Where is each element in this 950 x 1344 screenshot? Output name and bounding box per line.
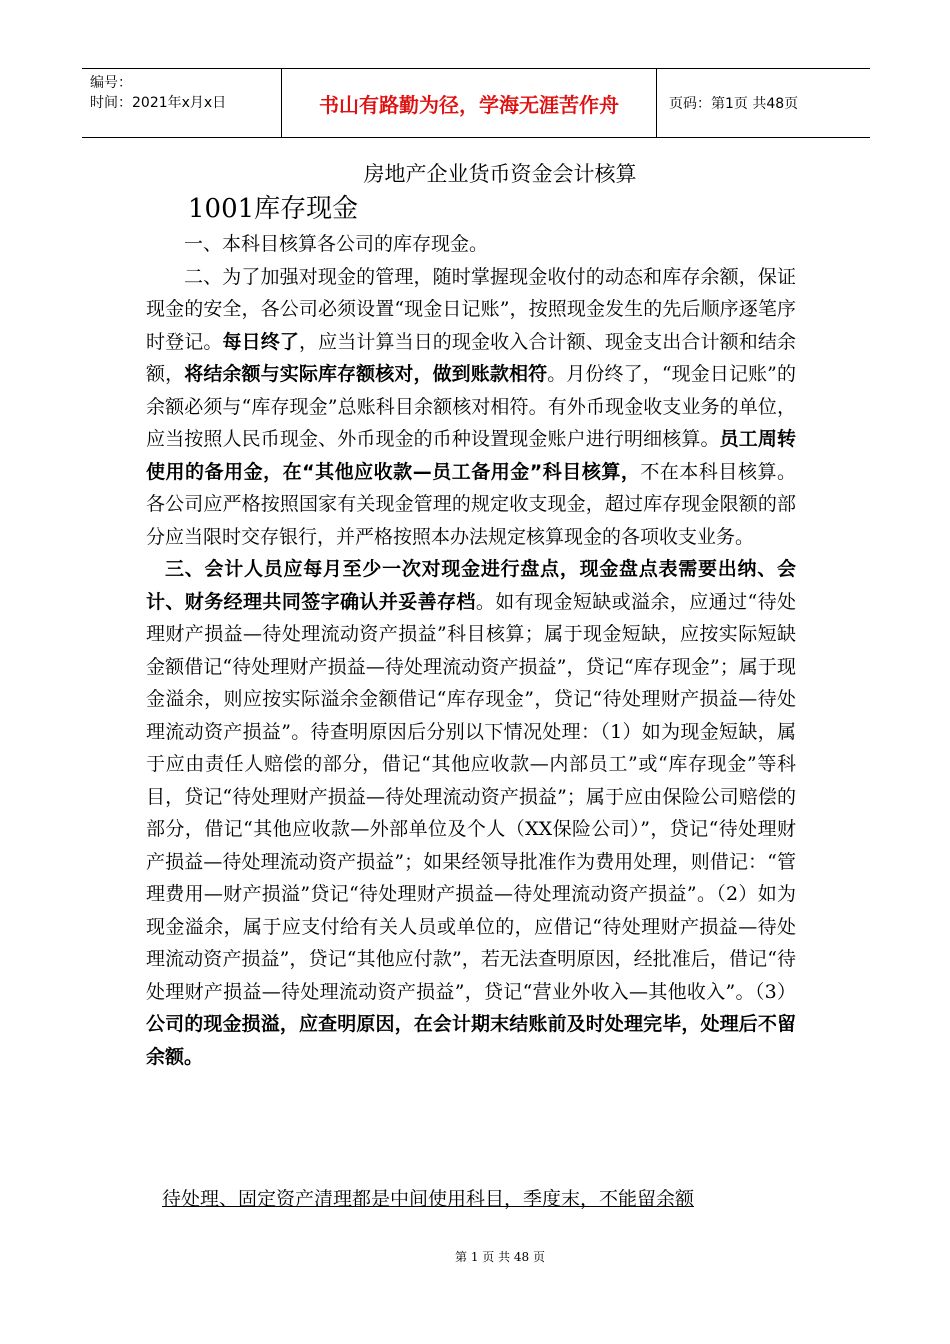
p3-bold-settle: 公司的现金损溢，应查明原因，在会计期末结账前及时处理完毕，处理后不留余额。 bbox=[146, 1013, 796, 1068]
time-label: 时间：2021年x月x日 bbox=[90, 95, 227, 111]
document-body bbox=[146, 228, 796, 1073]
p2-text-c: ，应当计算当日的现金收入合计额、现金支出合计额和结余额， bbox=[146, 330, 796, 385]
p3-bold-count: 三、会计人员应每月至少一次对现金进行盘点，现金盘点表需要出纳、会计、财务经理共同签字确认并妥善存档 bbox=[146, 558, 796, 613]
section-heading: 1001库存现金 bbox=[188, 194, 359, 224]
p2-text-a: 二、为了加强对现金的管理，随时掌握现金收付的动态和库存余额，保证现金的安全，各公司必须设置“现金日记账”，按照现金发生的先后顺序逐笔序时登记。 bbox=[146, 265, 796, 353]
p2-bold-daily-close: 每日终了 bbox=[222, 330, 299, 353]
paragraph-2 bbox=[146, 261, 796, 554]
p2-bold-reconcile: 将结余额与实际库存额核对，做到账款相符 bbox=[184, 363, 548, 385]
page-footer: 第 1 页 共 48 页 bbox=[455, 1250, 545, 1264]
p2-text-g: 不在本科目核算。各公司应严格按照国家有关现金管理的规定收支现金，超过库存现金限额的部分应当限时交存银行，并严格按照本办法规定核算现金的各项收支业务。 bbox=[146, 460, 796, 548]
underlined-note: 待处理、固定资产清理都是中间使用科目，季度末，不能留余额 bbox=[162, 1188, 695, 1210]
p3-text-b: 。如有现金短缺或溢余，应通过“待处理财产损益—待处理流动资产损益”科目核算；属于现金短缺，应按实际短缺金额借记“待处理财产损益—待处理流动资产损益”，贷记“库存现金”；属于现金溢余，则应按实际溢余金额借记“库存现金”，贷记“待处理财产损益—待处理流动资产损益”。待查明原因后分别以下情况处理：（1）如为现金短缺，属于应由责任人赔偿的部分，借记“其他应收款—内部员工”或“库存现金”等科目，贷记“待处理财产损益—待处理流动资产损益”；属于应由保险公司赔偿的部分，借记“其他应收款—外部单位及个人（XX保险公司）”，贷记“待处理财产损益—待处理流动资产损益”；如果经领导批准作为费用处理，则借记：“管理费用—财产损溢”贷记“待处理财产损益—待处理流动资产损益”。（2）如为现金溢余，属于应支付给有关人员或单位的，应借记“待处理财产损益—待处理流动资产损益”，贷记“其他应付款”，若无法查明原因，经批准后，借记“待处理财产损益—待处理流动资产损益”，贷记“营业外收入—其他收入”。（3） bbox=[146, 590, 796, 1003]
page-header bbox=[82, 68, 870, 138]
paragraph-3 bbox=[146, 553, 796, 1073]
header-meta bbox=[82, 69, 282, 137]
code-label: 编号： bbox=[90, 75, 132, 91]
document-title: 房地产企业货币资金会计核算 bbox=[363, 162, 637, 186]
p2-text-e: 。月份终了，“现金日记账”的余额必须与“库存现金”总账科目余额核对相符。有外币现金收支业务的单位，应当按照人民币现金、外币现金的币种设置现金账户进行明细核算。 bbox=[146, 363, 796, 450]
paragraph-1: 一、本科目核算各公司的库存现金。 bbox=[184, 233, 489, 255]
p2-bold-petty-cash: 员工周转使用的备用金，在“其他应收款—员工备用金”科目核算， bbox=[146, 428, 796, 483]
header-motto: 书山有路勤为径，学海无涯苦作舟 bbox=[282, 69, 657, 137]
header-page-info: 页码：第1页 共48页 bbox=[669, 96, 799, 112]
